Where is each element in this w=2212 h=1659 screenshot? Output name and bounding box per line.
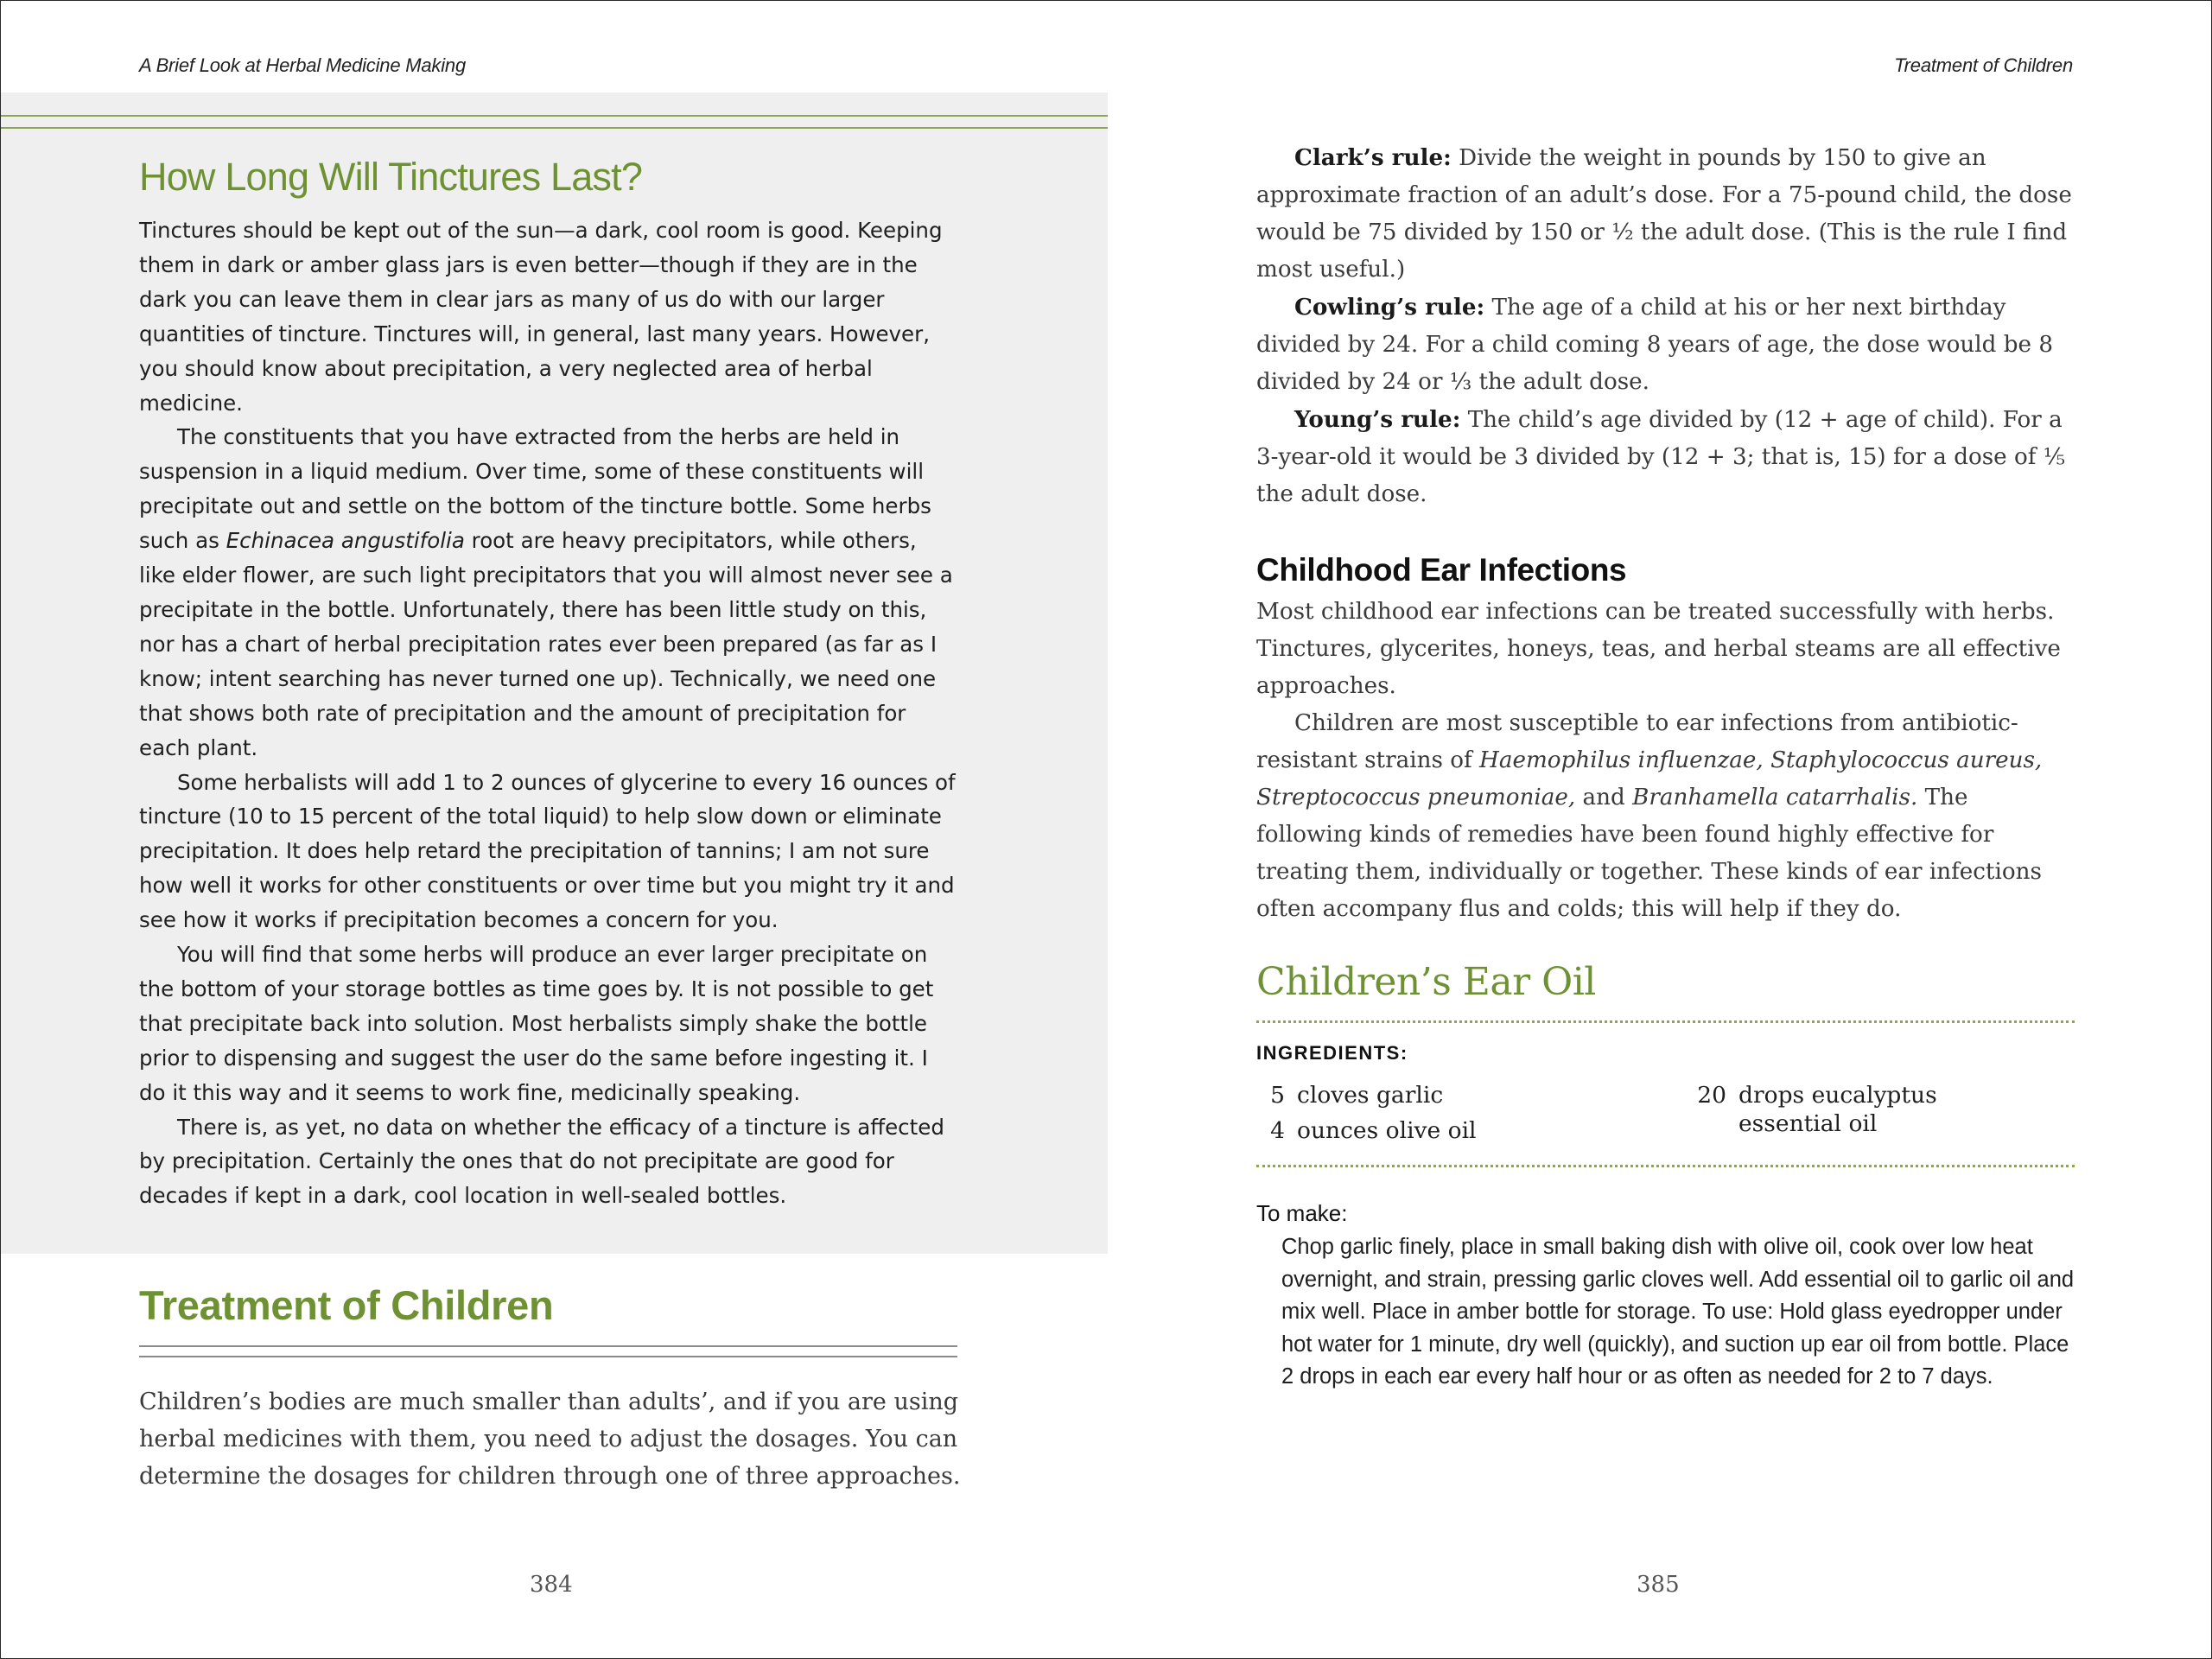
page-number-left: 384 bbox=[530, 1572, 573, 1598]
dosage-rule bbox=[1256, 139, 2073, 289]
ingredient-qty: 4 bbox=[1270, 1117, 1285, 1144]
rule-name: Young’s rule: bbox=[1294, 406, 1461, 433]
ingredient-item bbox=[1683, 1081, 1937, 1138]
species-name: Echinacea angustifolia bbox=[226, 528, 465, 554]
section-rule bbox=[139, 1345, 957, 1347]
rule-text: The age of a child at his or her next birthday divided by 24. For a child coming 8 years of age, the dose would be 8 divided by 24 or ⅓ the adult dose. bbox=[1256, 295, 2053, 395]
rule-text: Divide the weight in pounds by 150 to give an approximate fraction of an adult’s dose. For a 75-pound child, the dose would be 75 divided by 150 or ½ the adult dose. (This is the rule I find most useful.) bbox=[1256, 145, 2072, 283]
ear-paragraph bbox=[1256, 705, 2073, 928]
page-number-right: 385 bbox=[1637, 1572, 1680, 1598]
section-rule bbox=[139, 1356, 957, 1357]
ingredient-desc: ounces olive oil bbox=[1297, 1117, 1477, 1144]
dosage-rule bbox=[1256, 289, 2073, 401]
ingredient-item bbox=[1254, 1116, 1477, 1145]
paragraph-text: root are heavy precipitators, while others, like elder flower, are such light precipitators that you will almost never see a precipitate in the bottle. Unfortunately, there has been little study on this, nor has a chart of herbal precipitation rates ever been prepared (as far as I know; intent searching has never turned one up). Technically, we need one that shows both rate of precipitation and the amount of precipitation for each plant. bbox=[139, 528, 953, 760]
rule-name: Clark’s rule: bbox=[1294, 144, 1452, 171]
sidebar-body bbox=[139, 213, 956, 1213]
paragraph-text: The following kinds of remedies have been found highly effective for treating them, individually or together. These kinds of ear infections often accompany flus and colds; this will help if they do. bbox=[1256, 785, 2042, 922]
sidebar-paragraph: You will find that some herbs will produce an ever larger precipitate on the bottom of your storage bottles as time goes by. It is not possible to get that precipitate back into solution. Most herbalists simply shake the bottle prior to dispensing and suggest the user do the same before ingesting it. I do it this way and it seems to work fine, medicinally speaking. bbox=[139, 942, 934, 1105]
ingredient-qty: 5 bbox=[1270, 1082, 1285, 1109]
sidebar-paragraph: Some herbalists will add 1 to 2 ounces of glycerine to every 16 ounces of tincture (10 to 15 percent of the total liquid) to help slow down or eliminate precipitation. It does help retard the precipitation of tannins; I am not sure how well it works for other constituents or over time but you might try it and see how it works if precipitation becomes a concern for you. bbox=[139, 769, 956, 933]
sidebar-paragraph: There is, as yet, no data on whether the efficacy of a tincture is affected by precipitation. Certainly the ones that do not precipitate are good for decades if kept in a dark, cool location in well-sealed bottles. bbox=[139, 1114, 944, 1209]
ear-paragraph: Most childhood ear infections can be treated successfully with herbs. Tinctures, glycerites, honeys, teas, and herbal steams are all effective approaches. bbox=[1256, 599, 2061, 699]
section-intro: Children’s bodies are much smaller than adults’, and if you are using herbal medicines with them, you need to adjust the dosages. You can determine the dosages for children through one of three approaches. bbox=[139, 1389, 961, 1490]
sidebar-top-rule bbox=[1, 115, 1108, 117]
sidebar-paragraph bbox=[139, 420, 956, 765]
ingredients-label: INGREDIENTS: bbox=[1256, 1042, 1408, 1064]
section-title: Treatment of Children bbox=[139, 1282, 554, 1328]
ingredient-item bbox=[1254, 1081, 1443, 1109]
paragraph-text: Children are most susceptible to ear infections from antibiotic-resistant strains of bbox=[1256, 710, 2018, 773]
ear-infections-body bbox=[1256, 594, 2073, 928]
recipe-dotted-rule bbox=[1256, 1020, 2075, 1023]
to-make-instructions: Chop garlic finely, place in small baking dish with olive oil, cook over low heat overnight, and strain, pressing garlic cloves well. Add essential oil to garlic oil and mix well. Place in amber bottle for storage. To use: Hold glass eyedropper under hot water for 1 minute, dry well (quickly), and suction up ear oil from bottle. Place 2 drops in each ear every half hour or as often as needed for 2 to 7 days. bbox=[1281, 1235, 2075, 1389]
dosage-rule bbox=[1256, 401, 2073, 513]
paragraph-text: The constituents that you have extracted from the herbs are held in suspension in a liquid medium. Over time, some of these constituents will precipitate out and settle on the bottom of the tincture bottle. Some herbs such as bbox=[139, 424, 931, 554]
ingredient-qty: 20 bbox=[1697, 1082, 1726, 1109]
sidebar-paragraph: Tinctures should be kept out of the sun—a dark, cool room is good. Keeping them in dark or amber glass jars is even better—though if they are in the dark you can leave them in clear jars as many of us do with our larger quantities of tincture. Tinctures will, in general, last many years. However, you should know about precipitation, a very neglected area of herbal medicine. bbox=[139, 218, 943, 416]
dosage-rules bbox=[1256, 139, 2073, 513]
sidebar-second-rule bbox=[1, 127, 1108, 129]
ingredient-desc: cloves garlic bbox=[1297, 1082, 1444, 1109]
running-head-right: Treatment of Children bbox=[1894, 54, 2073, 76]
ingredient-desc: drops eucalyptus essential oil bbox=[1738, 1082, 1937, 1137]
to-make-label: To make: bbox=[1256, 1200, 1348, 1226]
species-names: Haemophilus influenzae, Staphylococcus aureus, Streptococcus pneumoniae, bbox=[1256, 747, 2043, 810]
running-head-left: A Brief Look at Herbal Medicine Making bbox=[139, 54, 466, 76]
paragraph-text: and bbox=[1575, 785, 1633, 810]
recipe-dotted-rule bbox=[1256, 1165, 2075, 1167]
tincture-sidebar bbox=[1, 92, 1108, 1254]
recipe-title: Children’s Ear Oil bbox=[1256, 960, 1596, 1004]
species-name: Branhamella catarrhalis. bbox=[1632, 785, 1918, 810]
rule-name: Cowling’s rule: bbox=[1294, 294, 1485, 321]
ear-infections-heading: Childhood Ear Infections bbox=[1256, 552, 1627, 588]
rule-text: The child’s age divided by (12 + age of child). For a 3-year-old it would be 3 divided by (12 + 3; that is, 15) for a dose of ⅕ the adult dose. bbox=[1256, 407, 2066, 507]
sidebar-title: How Long Will Tinctures Last? bbox=[139, 155, 643, 199]
